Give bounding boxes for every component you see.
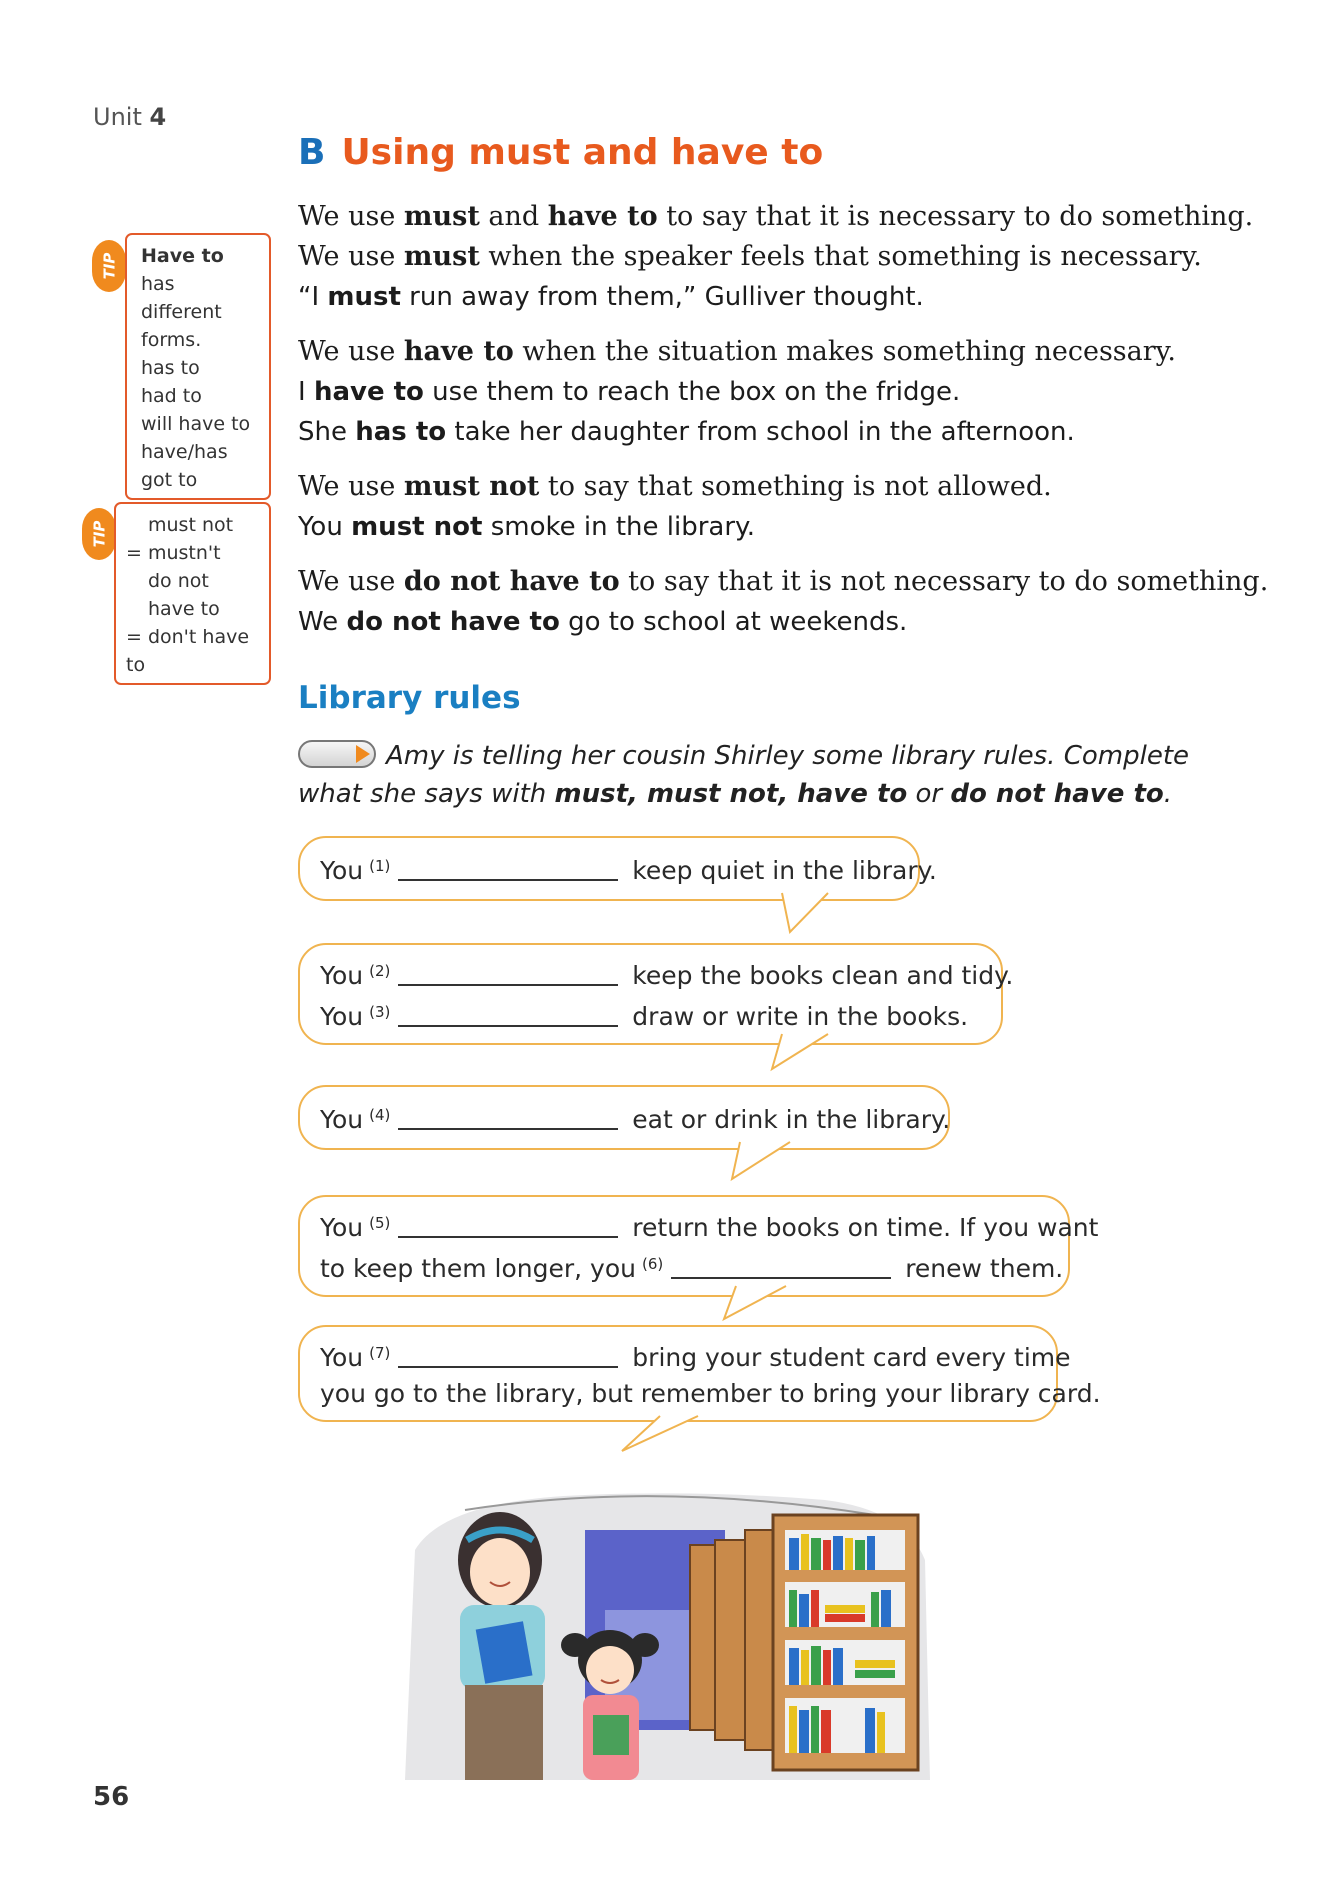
example-2: I have to use them to reach the box on the fridge. [298, 377, 961, 407]
library-illustration [405, 1490, 930, 1780]
exercise-instruction: Amy is telling her cousin Shirley some library rules. Complete what she says with must, must not, have to or do not have to. [298, 741, 1190, 809]
bubble-tail-2 [770, 1033, 830, 1073]
bubble-tail-5 [620, 1415, 700, 1455]
unit-number: 4 [149, 103, 167, 131]
section-letter: B [298, 132, 326, 173]
para-4: We use must not to say that something is not allowed. [298, 471, 1052, 502]
example-5: We do not have to go to school at weekends. [298, 607, 908, 637]
unit-label: Unit 4 [93, 103, 167, 131]
tip-box-must-not: must not = mustn't do not have to = don't have to [114, 502, 271, 685]
bubble-tail-4 [722, 1285, 788, 1323]
section-title [298, 132, 823, 173]
answer-blank-7[interactable] [398, 1366, 618, 1368]
speech-bubble-2: You $^{(2)}$ keep the books clean and tidy. You $^{(3)}$ draw or write in the books. [298, 943, 1003, 1045]
audio-play-icon[interactable] [298, 740, 376, 768]
para-2: We use must when the speaker feels that something is necessary. [298, 241, 1202, 272]
library-rules-title: Library rules [298, 680, 521, 716]
answer-blank-1[interactable] [398, 879, 618, 881]
tip-box-have-to: Have to has different forms. has to had to will have to have/has got to [125, 233, 271, 500]
answer-blank-3[interactable] [398, 1025, 618, 1027]
tip-tag-2: TIP [82, 508, 116, 560]
tip-tag-1: TIP [92, 240, 126, 292]
bubble-tail-1 [780, 892, 830, 936]
para-1: We use must and have to to say that it is necessary to do something. [298, 201, 1254, 232]
section-title-text: Using must and have to [341, 132, 824, 173]
answer-blank-5[interactable] [398, 1236, 618, 1238]
page-number: 56 [93, 1782, 130, 1812]
speech-bubble-3: You $^{(4)}$ eat or drink in the library. [298, 1085, 950, 1150]
speech-bubble-1: You $^{(1)}$ keep quiet in the library. [298, 836, 920, 901]
speech-bubble-5: You $^{(7)}$ bring your student card every time you go to the library, but remember to bring your library card. [298, 1325, 1058, 1422]
girl-amy-icon [458, 1512, 545, 1780]
para-5: We use do not have to to say that it is not necessary to do something. [298, 566, 1269, 597]
answer-blank-4[interactable] [398, 1128, 618, 1130]
example-1: “I must run away from them,” Gulliver thought. [298, 282, 924, 312]
example-3: She has to take her daughter from school in the afternoon. [298, 417, 1075, 447]
example-4: You must not smoke in the library. [298, 512, 755, 542]
bubble-tail-3 [730, 1141, 792, 1183]
bookshelf-icon [690, 1515, 918, 1770]
tip-bold-lead: Have to [141, 245, 224, 267]
answer-blank-6[interactable] [671, 1277, 891, 1279]
answer-blank-2[interactable] [398, 984, 618, 986]
speech-bubble-4: You $^{(5)}$ return the books on time. If you want to keep them longer, you $^{(6)}$ renew them. [298, 1195, 1070, 1297]
para-3: We use have to when the situation makes something necessary. [298, 336, 1176, 367]
